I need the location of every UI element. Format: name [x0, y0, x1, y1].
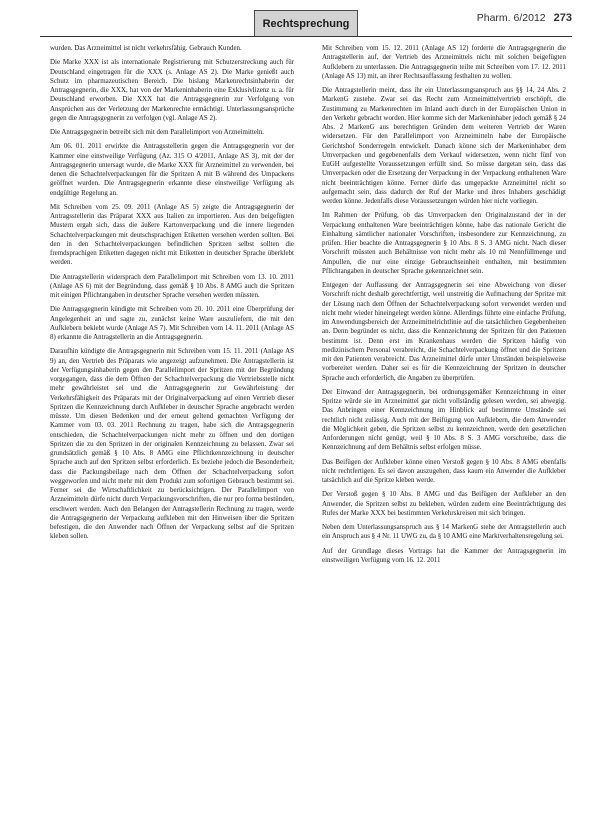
paragraph: Die Marke XXX ist als internationale Registrierung mit Schutzerstreckung auch für Deutschland eingetragen für die XXX (s. Anlage AS 2). Die Marke genießt auch Schutz im pharmazeutischen Bereich. Die bislang Markenrechtsinhaberin der Antragsgegnerin, die XXX, hat von der Markeninhaberin eine Exklusivlizenz u. a. für Deutschland erworben. Die XXX hat die Antragsgegnerin zur Verfolgung von Ansprüchen aus der Verletzung der Markenrechte ermächtigt. Unterlassungsansprüche gegen die Antragsgegnerin zu verfolgen (vgl. Anlage AS 2).: [50, 58, 294, 122]
paragraph: Der Einwand der Antragsgegnerin, bei ordnungsgemäßer Kennzeichnung in einer Spritze würde sie im Arzneimittel gar nicht vollständig gelesen werden, sei abwegig. Das Anbringen einer Kennzeichnung im Hinblick auf bestimmte Umstände sei rechtlich nicht zulässig. Auch mit der Beifügung von Aufklebern, die dem Anwender die Möglichkeit geben, die Spritzen selbst zu kennzeichnen, werde den gesetzlichen Anforderungen nicht genügt, weil § 10 Abs. 8 S. 3 AMG vorschreibe, dass die Kennzeichnung auf dem Behältnis selbst erfolgen müsse.: [322, 387, 566, 452]
paragraph: Die Antragstellerin meint, dass ihr ein Unterlassungsanspruch aus §§ 14, 24 Abs. 2 MarkenG zustehe. Zwar sei das Recht zum Arzneimittelvertrieb erschöpft, die Zustimmung zu Markenrechten im Inland auch durch in der Europäischen Union in den Verkehr gebracht worden. Hier komme sich der Markeninhaber jedoch gemäß § 24 Abs. 2 MarkenG aus berechtigten Gründen dem weiteren Vertrieb der Waren widersetzen. Für den Parallelimport von Arzneimitteln habe der Europäische Gerichtshof Sonderregeln entwickelt. Danach könne sich der Markeninhaber dem Umverpacken und gegebenenfalls dem Verkauf widersetzen, wenn nicht fünf von EuGH aufgestellte Voraussetzungen erfüllt sind. So müsse dargetan sein, dass das Umverpacken oder die Ersetzung der Verpackung in der Verpackung enthaltenen Ware nicht beeinträchtigen könne. Ferner dürfe das umgepackte Arzneimittel nicht so aufgemacht sein, dass dadurch der Ruf der Marke und ihres Inhabers geschädigt werden könne. Jedenfalls diese Voraussetzungen würden hier nicht vorliegen.: [322, 86, 566, 205]
journal-reference: [477, 12, 572, 24]
header-rule: [40, 36, 572, 37]
paragraph: Mit Schreiben vom 25. 09. 2011 (Anlage AS 5) zeigte die Antragsgegnerin der Antragsstellerin das Präparat XXX aus Italien zu importieren. Aus den beigefügten Mustern ergab sich, dass die äußere Kartonverpackung und die innere liegenden Schachtelverpackungen mit deutschsprachigen Etiketten versehen werden sollten. Bei den in den Schachtelverpackungen befindlichen Spritzen selbst sollten die fremdsprachigen Etiketten dagegen nicht mit Etiketten in deutscher Sprache überklebt werden.: [50, 202, 294, 267]
paragraph: Das Beifügen der Aufkleber könne einen Verstoß gegen § 10 Abs. 8 AMG ebenfalls nicht rechtfertigen. Es sei davon auszugehen, dass kaum ein Anwender die Aufkleber tatsächlich auf die Spritze kleben werde.: [322, 457, 566, 484]
paragraph: Auf der Grundlage dieses Vortrags hat die Kammer der Antragsgegnerin im einstweiligen Verfügung vom 16. 12. 2011: [322, 546, 566, 564]
paragraph: Die Antragstellerin widersprach dem Parallelimport mit Schreiben vom 13. 10. 2011 (Anlage AS 6) mit der Begründung, dass gemäß § 10 Abs. 8 AMG auch die Spritzen mit einigen Pflichtangaben in deutscher Sprache versehen werden müssten.: [50, 272, 294, 299]
section-label: Rechtsprechung: [254, 10, 358, 36]
paragraph: Neben dem Unterlassungsanspruch aus § 14 MarkenG stehe der Antragstellerin auch ein Anspruch aus § 4 Nr. 11 UWG zu, da § 10 AMG eine Marktverhaltensregelung sei.: [322, 523, 566, 541]
paragraph: Mit Schreiben vom 15. 12. 2011 (Anlage AS 12) forderte die Antragsgegnerin die Antragstellerin auf, der Vertrieb des Arzneimittels nicht mit solchen beigefügten Aufklebern zu unterlassen. Die Antragsgegnerin teilte mit Schreiben vom 17. 12. 2011 (Anlage AS 13) mit, an ihrer Rechtsauffassung festhalten zu wollen.: [322, 44, 566, 80]
paragraph: Am 06. 01. 2011 erwirkte die Antragsstellerin gegen die Antragsgegnerin vor der Kammer eine einstweilige Verfügung (Az. 315 O 4/2011, Anlage AS 3), mit der der Antragsgegnerin untersagt wurde, die Marke XXX für Arzneimittel zu verwenden, bei denen die Schachtelverpackungen für die Spritzen A mit B während des Umpackens geöffnet wurden. Die Antragsgegnerin erkannte diese einstweilige Verfügung als endgültige Regelung an.: [50, 142, 294, 197]
paragraph: wurden. Das Arzneimittel ist nicht verkehrsfähig. Gebrauch Kunden.: [50, 44, 242, 52]
paragraph: Entgegen der Auffassung der Antragsgegnerin sei eine Abweichung von dieser Vorschrift nicht deshalb gerechtfertigt, weil unstreitig die Aufmachung der Spritze mit der Lösung nach dem Öffnen der Schachtelverpackung sofort verwendet werden und nicht mehr wieder hineingelegt werden könne. Allerdings führte eine einfache Prüfung, im Anwendungsbereich der Arzneimittelrichtlinie auf die tatsächlichen Gegebenheiten an. Denn begründet es nicht, dass die Kennzeichnung der Spritzen für den Patienten bestimmt ist. Denn erst im Krankenhaus werden die Spritzen häufig von medizinischem Personal verabreicht, die Schachtelverpackung öffnet und die Spritzen mit den Patienten verabreicht. Das Arzneimittel dürfe unter Umständen beispielsweise vorbereitet werden. Daher sei es für die Kennzeichnung der Spritzen in deutscher Sprache auch erforderlich, die Angaben zu überprüfen.: [322, 281, 566, 382]
page-number: 273: [553, 12, 572, 24]
left-text-column: [50, 44, 294, 808]
page-header: [0, 0, 592, 40]
paragraph: Der Verstoß gegen § 10 Abs. 8 AMG und das Beifügen der Aufkleber an den Anwender, die Spritzen selbst zu bekleben, würden zudem eine Beeinträchtigung des Rufes der Marke XXX bei bestimmten Verkehrskreisen mit sich bringen.: [322, 490, 566, 517]
journal-name: Pharm. 6/2012: [476, 12, 546, 24]
paragraph: Die Antragsgegnerin kündigte mit Schreiben vom 20. 10. 2011 eine Überprüfung der Angelegenheit an und sagte zu, zunächst keine Ware auszuliefern, die mit den Aufklebern beklebt wurde (Anlage AS 7). Mit Schreiben vom 14. 11. 2011 (Anlage AS 8) erkannte die Antragstellerin an die Antragsgegnerin.: [50, 305, 294, 341]
right-text-column: [322, 44, 566, 808]
paragraph: Im Rahmen der Prüfung, ob das Umverpacken den Originalzustand der in der Verpackung enthaltenen Ware beeinträchtigen könne, habe das nationale Gericht die Einhaltung sämtlicher nationaler Vorschriften, insbesondere zur Kennzeichnung, zu prüfen. Hier beachte die Antragsgegnerin § 10 Abs. 8 S. 3 AMG nicht. Nach dieser Vorschrift müssten auch Behältnisse von nicht mehr als 10 ml Nennfüllmenge und Ampullen, die nur eine einzige Gebrauchseinheit enthalten, mit bestimmten Pflichtangaben in deutscher Sprache gekennzeichnet sein.: [322, 211, 566, 275]
paragraph: Die Antragsgegnerin betreibt sich mit dem Parallelimport von Arzneimitteln.: [50, 128, 265, 136]
paragraph: Daraufhin kündigte die Antragsgegnerin mit Schreiben vom 15. 11. 2011 (Anlage AS 9) an, den Vertrieb des Präparats wie angezeigt aufzunehmen. Die Antragstellerin ist der Verfügungsinhaberin gegen den Parallelimport der Spritzen mit der Begründung vorgegangen, dass die dem Öffnen der Schachtelverpackung die Vertriebsstelle nicht mehr gewährleistet sei und die Antragsgegnerin zur Gewährleistung der Verkehrsfähigkeit des Präparats mit der Originalverpackung auf einen Vertrieb dieser Spritzen die Kennzeichnung durch Aufkleber in deutscher Sprache angebracht werden müsste. Um diesen Bedenken und der erneut geltend gemachten Verfügung der Kammer vom 03. 03. 2011 Rechnung zu tragen, habe sich die Antragsgegnerin entschieden, die Schachtelverpackungen nicht mehr zu öffnen und den dortigen Spritzen die zu den Spritzen in der originalen Kennzeichnung zu belassen. Zwar sei grundsätzlich gemäß § 10 Abs. 8 AMG eine Pflichtkennzeichnung in deutscher Sprache auch auf den Spritzen selbst erforderlich. Es beziehe jedoch die Besonderheit, dass die Packungsbeilage nach dem Öffnen der Schachtelverpackung sofort weggeworfen und nicht mehr mit dem Produkt zum sofortigen Gebrauch bestimmt sei. Ferner sei die Wirtschaftlichkeit zu berücksichtigen. Der Parallelimport von Arzneimitteln dürfe nicht durch Verpackungsvorschriften, die nur pro forma bestünden, erschwert werden. Auch den Belangen der Antragstellerin Rechnung zu tragen, werde die Antragsgegnerin der Verpackung aufkleben mit den Hinweisen über die Spritzen befestigen, die den Anwender nach Öffnen der Verpackung selbst auf die Spritzen kleben sollen.: [50, 347, 294, 541]
